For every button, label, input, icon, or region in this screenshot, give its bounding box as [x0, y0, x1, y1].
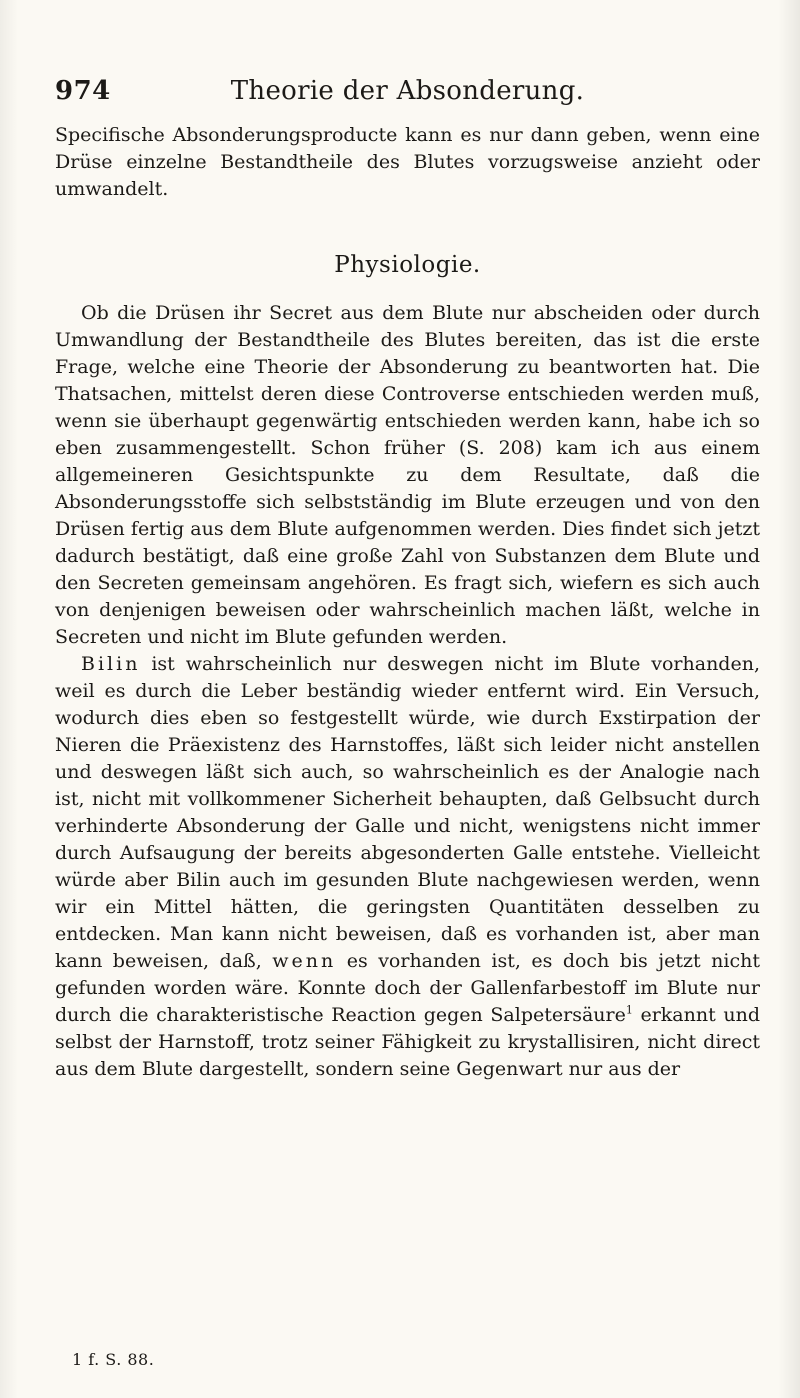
emphasized-word: wenn [272, 950, 337, 972]
page-number: 974 [55, 76, 111, 106]
section-heading: Physiologie. [334, 252, 481, 278]
emphasized-term: Bilin [81, 653, 141, 675]
paragraph [55, 651, 760, 1083]
intro-paragraph: Specifische Absonderungsproducte kann es nur dann geben, wenn eine Drüse einzelne Bestandtheile des Blutes vorzugsweise anzieht oder umwandelt. [55, 124, 760, 200]
paragraph-text: es vorhanden ist, es doch bis jetzt nicht gefunden worden wäre. Konnte doch der Gallenfarbestoff im Blute nur durch die charakteristische Reaction gegen Salpetersäure [55, 950, 760, 1026]
footnote [72, 1350, 154, 1369]
footnote-text: f. S. 88. [88, 1350, 155, 1369]
paragraph-text: ist wahrscheinlich nur deswegen nicht im Blute vorhanden, weil es durch die Leber beständig wieder entfernt wird. Ein Versuch, wodurch dies eben so festgestellt würde, wie durch Exstirpation der Nieren die Präexistenz des Harnstoffes, läßt sich leider nicht anstellen und deswegen läßt sich auch, so wahrscheinlich es der Analogie nach ist, nicht mit vollkommener Sicherheit behaupten, daß Gelbsucht durch verhinderte Absonderung der Galle und nicht, wenigstens nicht immer durch Aufsaugung der bereits abgesonderten Galle entstehe. Vielleicht würde aber Bilin auch im gesunden Blute nachgewiesen werden, wenn wir ein Mittel hätten, die geringsten Quantitäten desselben zu entdecken. Man kann nicht beweisen, daß es vorhanden ist, aber man kann beweisen, daß, [55, 653, 760, 972]
body-text [55, 300, 760, 1083]
footnote-marker: 1 [72, 1350, 83, 1369]
paragraph-text: erkannt und selbst der Harnstoff, trotz seiner Fähigkeit zu krystallisiren, nicht direct aus dem Blute dargestellt, sondern seine Gegenwart nur aus der [55, 1004, 760, 1080]
footnote-reference[interactable]: 1 [625, 1003, 633, 1017]
page-header [55, 76, 760, 114]
running-title: Theorie der Absonderung. [230, 76, 585, 106]
paragraph: Ob die Drüsen ihr Secret aus dem Blute nur abscheiden oder durch Umwandlung der Bestandtheile des Blutes bereiten, das ist die erste Frage, welche eine Theorie der Absonderung zu beantworten hat. Die Thatsachen, mittelst deren diese Controverse entschieden werden muß, wenn sie überhaupt gegenwärtig entschieden werden kann, habe ich so eben zusammengestellt. Schon früher (S. 208) kam ich aus einem allgemeineren Gesichtspunkte zu dem Resultate, daß die Absonderungsstoffe sich selbstständig im Blute erzeugen und von den Drüsen fertig aus dem Blute aufgenommen werden. Dies findet sich jetzt dadurch bestätigt, daß eine große Zahl von Substanzen dem Blute und den Secreten gemeinsam angehören. Es fragt sich, wiefern es sich auch von denjenigen beweisen oder wahrscheinlich machen läßt, welche in Secreten und nicht im Blute gefunden werden. [55, 302, 760, 648]
